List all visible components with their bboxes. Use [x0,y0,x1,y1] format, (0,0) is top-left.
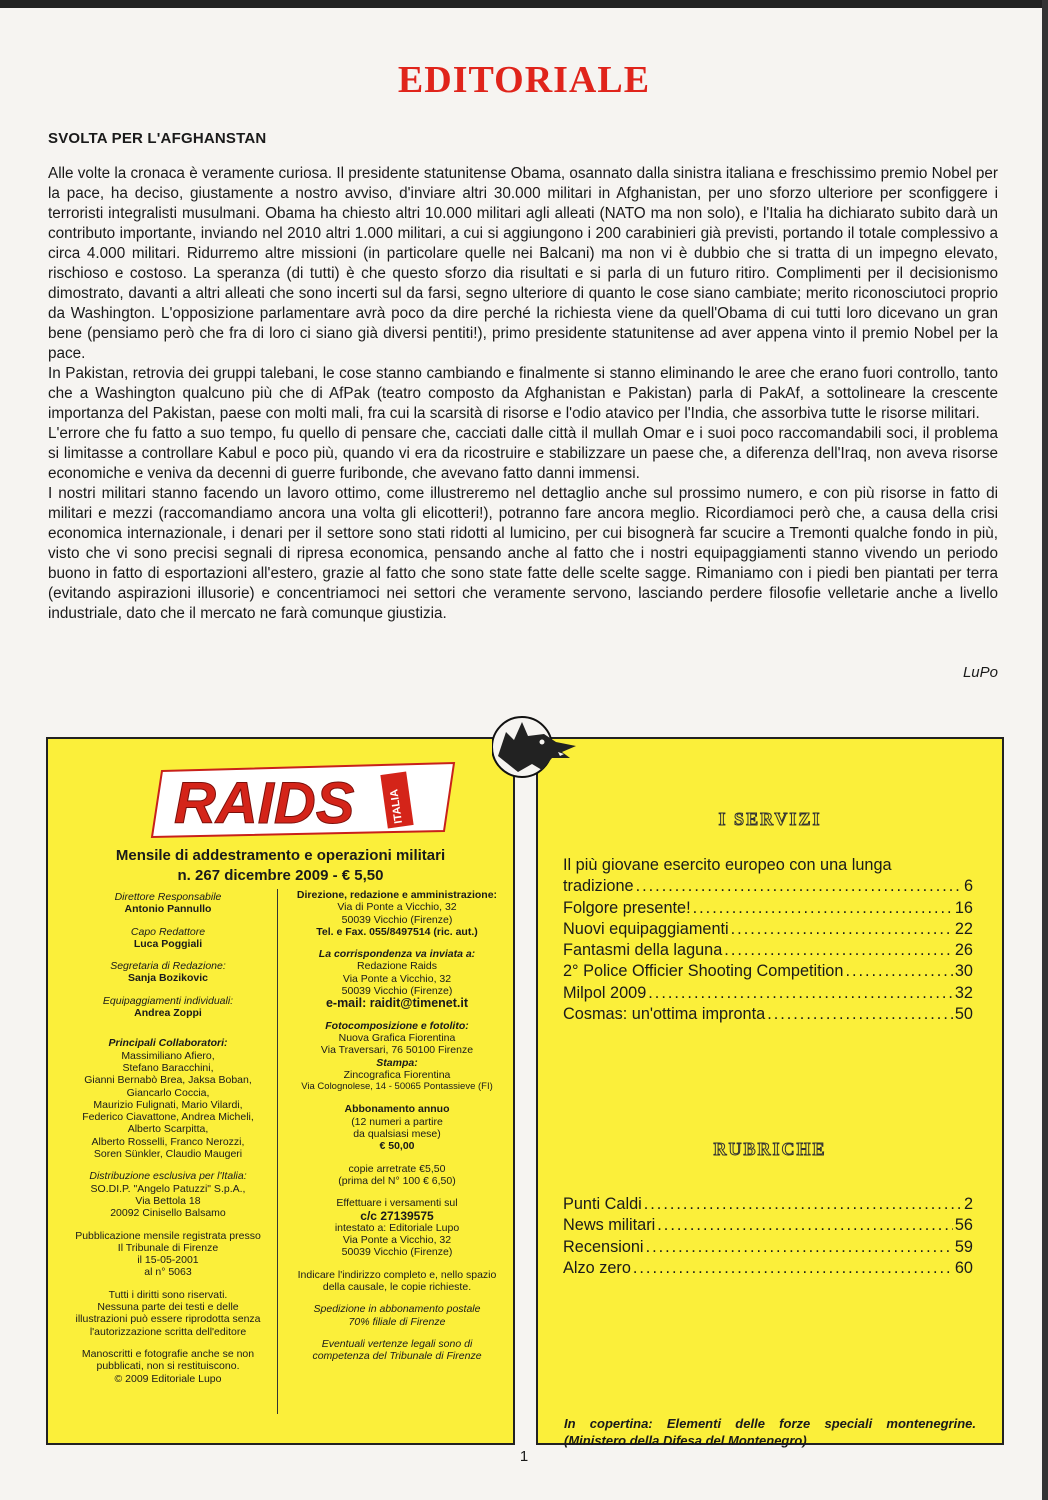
registration-line: il 15-05-2001 [137,1254,199,1267]
raids-logo [144,761,464,839]
toc-entry-title: Folgore presente! [563,898,691,917]
toc-entry[interactable] [563,1215,973,1236]
contents-panel [536,737,1004,1448]
toc-entry-title: News militari [563,1216,656,1235]
legal-line: Eventuali vertenze legali sono di [321,1337,473,1350]
toc-entry-title: 2° Police Officier Shooting Competition [563,962,844,981]
registration-line: Il Tribunale di Firenze [117,1241,219,1254]
director-label: Direttore Responsabile [114,891,222,903]
collaborator-line: Gianni Bernabò Brea, Jaksa Boban, [84,1074,252,1087]
print-line: Zincografica Fiorentina [343,1068,451,1081]
toc-leader-dots [633,1258,953,1279]
office-line: Via di Ponte a Vicchio, 32 [337,901,457,914]
toc-leader-dots [646,1237,953,1258]
photo-label: Fotocomposizione e fotolito: [325,1019,469,1032]
distribution-line: Via Bettola 18 [135,1194,201,1207]
print-label: Stampa: [376,1056,418,1069]
manuscripts-line: © 2009 Editoriale Lupo [114,1372,222,1385]
collaborator-line: Soren Sünkler, Claudio Maugeri [93,1148,243,1161]
manuscripts-line: pubblicati, non si restituiscono. [96,1360,240,1373]
director-name: Antonio Pannullo [124,903,212,916]
instructions-line: Indicare l'indirizzo completo e, nello spazio [297,1268,497,1281]
email-address[interactable]: e-mail: raidit@timenet.it [325,996,469,1011]
article-paragraph: L'errore che fu fatto a suo tempo, fu quello di pensare che, cacciati dalle città il mullah Omar e i suoi poco raccomandabili soci, il problema si limitasse a controllare Kabul e poco più, quando vi era da ricostruire e stabilizzare un paese che, a diferenza dell'Iraq, non aveva risorse economiche e veniva da decenni di guerre furibonde, che avevano fatto danni immensi. [48,425,998,482]
services-heading: I SERVIZI [718,809,822,829]
toc-entry-page: 16 [954,898,973,917]
article-headline: SVOLTA PER L'AFGHANSTAN [48,130,267,147]
print-line: Via Colognolese, 14 - 50065 Pontassieve (FI) [301,1081,493,1093]
collaborator-line: Alberto Scarpitta, [127,1123,209,1136]
services-list [563,855,973,1025]
manuscripts-line: Manoscritti e fotografie anche se non [81,1347,255,1360]
colophon-panel [46,737,515,1445]
collaborator-line: Massimiliano Afiero, [121,1049,215,1062]
distribution-line: 20092 Cinisello Balsamo [110,1207,226,1220]
shipping-line: Spedizione in abbonamento postale [313,1303,481,1316]
author-signature: LuPo [962,664,998,681]
toc-entry[interactable] [563,1194,973,1215]
distribution-line: SO.DI.P. "Angelo Patuzzi" S.p.A., [90,1182,246,1195]
equipment-name: Andrea Zoppi [134,1007,202,1020]
toc-entry-title: Punti Caldi [563,1195,642,1213]
toc-entry-page: 32 [954,983,973,1002]
scan-top-edge [0,0,1048,8]
subscription-price: € 50,00 [379,1140,415,1153]
subscription-label: Abbonamento annuo [344,1103,450,1116]
collaborator-line: Alberto Rosselli, Franco Nerozzi, [91,1135,245,1148]
toc-entry-title: Recensioni [563,1237,644,1256]
wolf-logo-icon [492,712,578,782]
phone-fax: Tel. e Fax. 055/8497514 (ric. aut.) [316,925,478,938]
office-label: Direzione, redazione e amministrazione: [296,889,498,901]
toc-leader-dots [845,961,952,982]
mail-line: Redazione Raids [357,960,437,973]
registration-line: al n° 5063 [144,1266,192,1279]
toc-entry-title: tradizione [563,877,634,896]
toc-entry-page: 22 [954,919,973,938]
toc-entry[interactable] [563,1237,973,1258]
collaborator-line: Giancarlo Coccia, [126,1086,210,1099]
toc-leader-dots [657,1215,953,1236]
toc-entry-page: 56 [954,1216,973,1235]
toc-entry-page: 50 [954,1005,973,1024]
photo-line: Nuova Grafica Fiorentina [338,1031,456,1044]
logo-subtext: ITALIA [388,788,405,825]
rights-line: Nessuna parte dei testi e delle [97,1301,239,1314]
article-body [48,164,998,624]
toc-entry-page: 26 [954,941,973,960]
registration-line: Pubblicazione mensile registrata presso [75,1229,261,1242]
issue-info: n. 267 dicembre 2009 - € 5,50 [177,867,384,884]
toc-leader-dots [767,1004,953,1025]
scan-right-edge [1042,0,1048,1500]
toc-leader-dots [724,940,953,961]
payment-line: Effettuare i versamenti sul [336,1197,458,1210]
toc-entry-title: Il più giovane esercito europeo con una lunga [563,856,892,874]
photo-line: Via Traversari, 76 50100 Firenze [320,1044,474,1057]
subscription-line: (12 numeri a partire [351,1115,443,1128]
toc-entry-page: 59 [954,1237,973,1256]
toc-leader-dots [693,898,953,919]
toc-entry-title: Nuovi equipaggiamenti [563,919,729,938]
secretary-label: Segretaria di Redazione: [110,960,226,973]
equipment-label: Equipaggiamenti individuali: [102,994,234,1007]
toc-leader-dots [644,1194,962,1215]
columns-list [563,1194,973,1279]
collaborator-line: Federico Ciavattone, Andrea Micheli, [82,1111,254,1124]
toc-leader-dots [731,919,953,940]
toc-entry[interactable] [563,1004,973,1025]
account-number: c/c 27139575 [360,1208,434,1223]
toc-entry[interactable] [563,961,973,982]
rights-line: l'autorizzazione scritta dell'editore [89,1325,247,1338]
rights-line: illustrazioni può essere riprodotta senza [75,1313,261,1326]
distribution-label: Distribuzione esclusiva per l'Italia: [89,1170,247,1183]
office-line: 50039 Vicchio (Firenze) [341,913,453,926]
payee-line: Via Ponte a Vicchio, 32 [342,1234,452,1247]
toc-entry-page: 6 [963,877,973,896]
cover-caption: In copertina: Elementi delle forze speciali montenegrine. (Ministero della Difesa del Montenegro) [564,1416,976,1448]
editor-name: Luca Poggiali [133,937,203,950]
secretary-name: Sanja Bozikovic [128,972,208,985]
toc-entry[interactable] [563,855,973,898]
toc-entry-page: 60 [954,1258,973,1277]
page-number: 1 [519,1448,529,1465]
back-issues-old: (prima del N° 100 € 6,50) [338,1174,456,1187]
mail-line: Via Ponte a Vicchio, 32 [342,972,452,985]
logo-text: RAIDS [174,771,355,836]
instructions-line: della causale, le copie richieste. [322,1281,472,1294]
colophon-column-right [282,889,512,1373]
collaborators-label: Principali Collaboratori: [108,1037,228,1050]
magazine-subtitle: Mensile di addestramento e operazioni militari [115,847,446,864]
toc-entry[interactable] [563,1258,973,1279]
toc-entry-title: Alzo zero [563,1258,631,1277]
toc-leader-dots [636,876,962,897]
legal-line: competenza del Tribunale di Firenze [312,1350,482,1363]
article-paragraph: I nostri militari stanno facendo un lavoro ottimo, come illustreremo nel dettaglio anche sul prossimo numero, e con più risorse in fatto di militari e mezzi (raccomandiamo ancora una volta gli elicotteri!), potranno fare ancora meglio. Ricordiamoci però che, a causa della crisi economica internazionale, i denari per il settore sono stati ridotti al lumicino, per cui bisognerà far scucire a Tremonti qualche fondo in più, visto che vi sono precisi segnali di ripresa economica, pensando anche al fatto che i nostri equipaggiamenti stanno vivendo un periodo buono in fatto di esportazioni all'estero, grazie al fatto che sono state fatte delle scelte sagge. Rimaniamo con i piedi ben piantati per terra (evitando aspirazioni illusorie) e concentriamoci nei settori che veramente servono, lasciando perdere filosofie velletarie anche a livello industriale, dato che il mercato ne farà comunque giustizia. [48,485,998,622]
collaborator-line: Maurizio Fulignati, Mario Vilardi, [93,1098,243,1111]
rights-line: Tutti i diritti sono riservati. [108,1288,228,1301]
payee-line: intestato a: Editoriale Lupo [334,1221,460,1234]
article-paragraph: Alle volte la cronaca è veramente curiosa. Il presidente statunitense Obama, osannato dalla sinistra italiana e freschissimo premio Nobel per la pace, ha deciso, giustamente a nostro avviso, d'inviare altri 30.000 militari in Afghanistan, per uno sforzo ulteriore per sconfiggere i terroristi integralisti musulmani. Obama ha chiesto altri 10.000 militari agli alleati (NATO ma non solo), e l'Italia ha dichiarato subito darà un contributo importante, inviando nel 2010 altri 1.000 militari, a cui si aggiungono i 200 carabinieri già previsti, portando il totale complessivo a circa 4.000 militari. Ridurremo altre missioni (in particolare quelle nei Balcani) ma non vi è dubbio che si tratta di un impegno elevato, rischioso e costoso. La speranza (di tutti) è che questo sforzo dia risultati e si parla di un futuro ritiro. Complimenti per il decisionismo dimostrato, davanti a altri alleati che sono incerti sul da farsi, segno ulteriore di quanto le cose siano cambiate; merito riconosciutoci proprio da Washington. L'opposizione parlamentare avrà poco da dire perché la richiesta viene da quell'Obama di cui tutti loro dicevano un gran bene (pensiamo però che fra di loro ci siano già diversi pentiti!), primo presidente statunitense ad aver appena vinto il premio Nobel per la pace. [48,165,998,362]
collaborator-line: Stefano Baracchini, [122,1061,214,1074]
toc-entry[interactable] [563,940,973,961]
toc-entry-page: 30 [954,962,973,981]
toc-entry[interactable] [563,983,973,1004]
payee-line: 50039 Vicchio (Firenze) [341,1246,453,1259]
shipping-line: 70% filiale di Firenze [348,1315,446,1328]
toc-entry-page: 2 [963,1195,973,1213]
toc-entry-title: Cosmas: un'ottima impronta [563,1005,766,1024]
columns-heading: RUBRICHE [713,1139,827,1159]
colophon-column-left [58,891,278,1395]
mail-line: 50039 Vicchio (Firenze) [341,985,453,998]
editor-label: Capo Redattore [130,925,206,938]
back-issues: copie arretrate €5,50 [348,1162,446,1175]
toc-entry[interactable] [563,919,973,940]
mail-label: La corrispondenza va inviata a: [318,948,476,961]
toc-entry-title: Fantasmi della laguna [563,941,723,960]
page-title: EDITORIALE [397,59,651,101]
toc-leader-dots [648,983,953,1004]
article-paragraph: In Pakistan, retrovia dei gruppi talebani, le cose stanno cambiando e finalmente si stanno eliminando le aree che erano fuori controllo, tanto che a Washington qualcuno più che di AfPak (teatro composto da Afghanistan e Pakistan) parla di PakAf, a sottolineare la crescente importanza del Pakistan, paese con molti mali, fra cui la scarsità di risorse e l'odio atavico per l'India, che assorbiva tutte le risorse militari. [48,365,998,422]
toc-entry[interactable] [563,898,973,919]
subscription-line: da qualsiasi mese) [353,1128,441,1141]
toc-entry-title: Milpol 2009 [563,983,647,1002]
